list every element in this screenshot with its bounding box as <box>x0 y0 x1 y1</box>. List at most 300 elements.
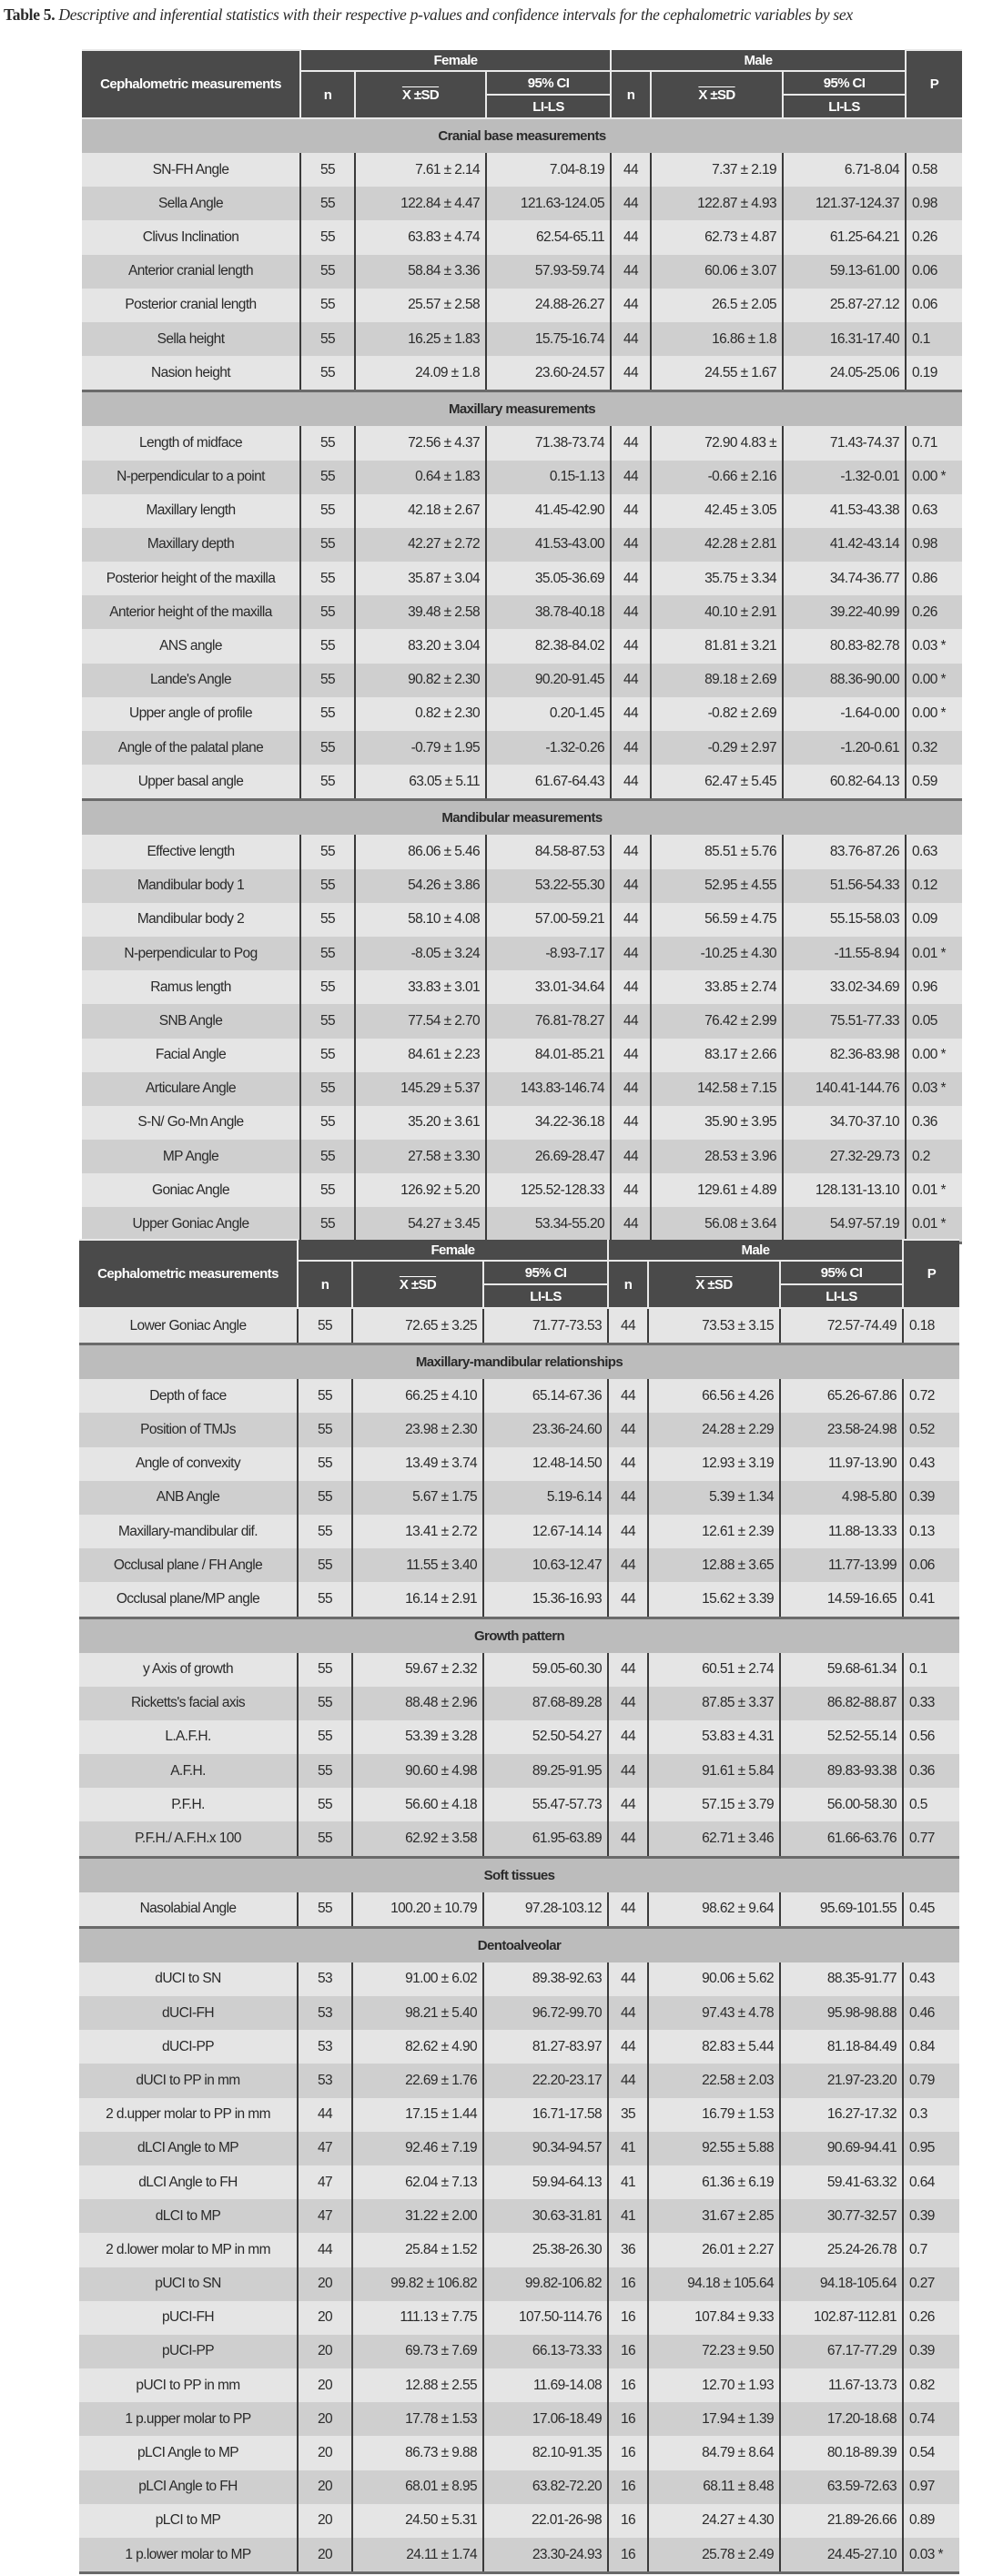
female-mean-sd: 11.55 ± 3.40 <box>352 1548 483 1582</box>
male-mean-sd: 72.23 ± 9.50 <box>648 2335 780 2368</box>
male-mean-sd: 76.42 ± 2.99 <box>651 1004 783 1038</box>
male-ci: 4.98-5.80 <box>780 1481 903 1515</box>
male-n: 44 <box>611 731 651 765</box>
male-ci: 41.53-43.38 <box>783 494 906 528</box>
measurement-name: Angle of convexity <box>79 1447 298 1481</box>
male-mean-sd: 61.36 ± 6.19 <box>648 2165 780 2199</box>
table-body-part-1 <box>82 118 962 1242</box>
p-value: 0.63 <box>906 494 962 528</box>
female-mean-sd: 54.26 ± 3.86 <box>355 869 486 903</box>
male-ci: 24.45-27.10 <box>780 2538 903 2573</box>
male-n: 44 <box>611 595 651 629</box>
measurement-name: N-perpendicular to Pog <box>82 937 300 970</box>
male-ci: 34.70-37.10 <box>783 1106 906 1140</box>
table-row <box>79 2402 959 2436</box>
female-mean-sd: 22.69 ± 1.76 <box>352 2064 483 2097</box>
table-row <box>79 1788 959 1821</box>
female-mean-sd: 90.82 ± 2.30 <box>355 664 486 697</box>
female-ci: 59.94-64.13 <box>483 2165 608 2199</box>
female-n: 44 <box>298 2233 352 2267</box>
section-title: Maxillary measurements <box>82 391 962 427</box>
female-mean-sd: 25.84 ± 1.52 <box>352 2233 483 2267</box>
female-ci: 63.82-72.20 <box>483 2470 608 2504</box>
female-ci: 84.01-85.21 <box>486 1039 611 1072</box>
male-mean-sd: 24.27 ± 4.30 <box>648 2504 780 2538</box>
female-ci: 30.63-31.81 <box>483 2199 608 2233</box>
female-ci: 82.10-91.35 <box>483 2436 608 2470</box>
male-n: 44 <box>611 322 651 356</box>
male-ci: 59.68-61.34 <box>780 1653 903 1687</box>
section-title: Soft tissues <box>79 1857 959 1892</box>
female-ci: 15.75-16.74 <box>486 322 611 356</box>
male-n: 44 <box>611 289 651 322</box>
p-value: 0.64 <box>903 2165 959 2199</box>
p-value: 0.32 <box>906 731 962 765</box>
female-ci: 61.67-64.43 <box>486 765 611 800</box>
male-mean-sd: 7.37 ± 2.19 <box>651 153 783 187</box>
measurement-name: Mandibular body 2 <box>82 903 300 937</box>
female-n: 55 <box>300 937 355 970</box>
male-n: 44 <box>611 255 651 289</box>
male-mean-sd: 87.85 ± 3.37 <box>648 1687 780 1720</box>
p-value: 0.7 <box>903 2233 959 2267</box>
table-row <box>79 2098 959 2132</box>
male-ci: 67.17-77.29 <box>780 2335 903 2368</box>
measurement-name: Effective length <box>82 835 300 868</box>
male-ci: -1.32-0.01 <box>783 461 906 494</box>
female-mean-sd: 54.27 ± 3.45 <box>355 1207 486 1242</box>
male-n: 16 <box>608 2301 648 2335</box>
table-row <box>79 1653 959 1687</box>
female-ci: 125.52-128.33 <box>486 1173 611 1207</box>
female-n: 55 <box>300 255 355 289</box>
female-n: 55 <box>298 1548 352 1582</box>
section-row <box>82 391 962 427</box>
measurement-name: Position of TMJs <box>79 1413 298 1446</box>
p-value: 0.98 <box>906 187 962 220</box>
male-n: 44 <box>611 426 651 460</box>
female-mean-sd: 24.09 ± 1.8 <box>355 356 486 391</box>
section-row <box>79 1857 959 1892</box>
p-value: 0.95 <box>903 2132 959 2165</box>
male-ci: 102.87-112.81 <box>780 2301 903 2335</box>
male-n: 44 <box>611 903 651 937</box>
male-n: 41 <box>608 2199 648 2233</box>
female-ci: 96.72-99.70 <box>483 1996 608 2030</box>
female-mean-sd: 100.20 ± 10.79 <box>352 1892 483 1928</box>
measurement-name: Maxillary-mandibular dif. <box>79 1515 298 1548</box>
p-value: 0.19 <box>906 356 962 391</box>
female-ci: 90.20-91.45 <box>486 664 611 697</box>
measurement-name: 2 d.upper molar to PP in mm <box>79 2098 298 2132</box>
header-female-mean-sd <box>352 1261 483 1308</box>
female-mean-sd: 99.82 ± 106.82 <box>352 2267 483 2301</box>
measurement-name: Occlusal plane / FH Angle <box>79 1548 298 1582</box>
p-value: 0.26 <box>903 2301 959 2335</box>
male-n: 44 <box>608 1548 648 1582</box>
female-n: 47 <box>298 2132 352 2165</box>
measurement-name: dUCI-FH <box>79 1996 298 2030</box>
female-ci: 34.22-36.18 <box>486 1106 611 1140</box>
female-ci: 23.60-24.57 <box>486 356 611 391</box>
measurement-name: ANB Angle <box>79 1481 298 1515</box>
male-n: 44 <box>608 1413 648 1446</box>
p-value: 0.03 * <box>906 1072 962 1106</box>
table-row <box>82 289 962 322</box>
female-ci: 24.88-26.27 <box>486 289 611 322</box>
male-ci: 21.89-26.66 <box>780 2504 903 2538</box>
table-row <box>82 528 962 562</box>
male-mean-sd: 56.08 ± 3.64 <box>651 1207 783 1242</box>
table-row <box>82 1072 962 1106</box>
section-row <box>82 118 962 153</box>
measurement-name: Posterior cranial length <box>82 289 300 322</box>
measurement-name: Upper basal angle <box>82 765 300 800</box>
female-n: 20 <box>298 2267 352 2301</box>
female-mean-sd: 33.83 ± 3.01 <box>355 970 486 1004</box>
male-ci: 65.26-67.86 <box>780 1379 903 1413</box>
female-ci: 66.13-73.33 <box>483 2335 608 2368</box>
measurement-name: dLCI Angle to FH <box>79 2165 298 2199</box>
table-row <box>79 1687 959 1720</box>
male-ci: 83.76-87.26 <box>783 835 906 868</box>
measurement-name: pLCI Angle to MP <box>79 2436 298 2470</box>
male-mean-sd: 24.55 ± 1.67 <box>651 356 783 391</box>
male-mean-sd: 42.45 ± 3.05 <box>651 494 783 528</box>
p-value: 0.46 <box>903 1996 959 2030</box>
male-ci: 89.83-93.38 <box>780 1754 903 1788</box>
female-mean-sd: 58.84 ± 3.36 <box>355 255 486 289</box>
female-n: 55 <box>300 835 355 868</box>
female-ci: 89.25-91.95 <box>483 1754 608 1788</box>
p-value: 0.84 <box>903 2030 959 2064</box>
p-value: 0.41 <box>903 1582 959 1618</box>
female-ci: 41.53-43.00 <box>486 528 611 562</box>
male-mean-sd: 68.11 ± 8.48 <box>648 2470 780 2504</box>
male-ci: 71.43-74.37 <box>783 426 906 460</box>
female-ci: 65.14-67.36 <box>483 1379 608 1413</box>
female-mean-sd: 16.25 ± 1.83 <box>355 322 486 356</box>
male-ci: 59.41-63.32 <box>780 2165 903 2199</box>
female-n: 55 <box>300 903 355 937</box>
female-n: 20 <box>298 2538 352 2573</box>
section-title: Growth pattern <box>79 1618 959 1653</box>
female-mean-sd: 68.01 ± 8.95 <box>352 2470 483 2504</box>
male-ci: 16.31-17.40 <box>783 322 906 356</box>
table-row <box>82 1173 962 1207</box>
female-n: 55 <box>300 187 355 220</box>
table-row <box>82 187 962 220</box>
p-value: 0.26 <box>906 595 962 629</box>
female-n: 55 <box>300 1106 355 1140</box>
male-mean-sd: 66.56 ± 4.26 <box>648 1379 780 1413</box>
p-value: 0.00 * <box>906 1039 962 1072</box>
p-value: 0.96 <box>906 970 962 1004</box>
male-n: 44 <box>608 1892 648 1928</box>
female-mean-sd: 98.21 ± 5.40 <box>352 1996 483 2030</box>
male-ci: 95.98-98.88 <box>780 1996 903 2030</box>
female-n: 20 <box>298 2368 352 2402</box>
p-value: 0.12 <box>906 869 962 903</box>
p-value: 0.09 <box>906 903 962 937</box>
male-mean-sd: 40.10 ± 2.91 <box>651 595 783 629</box>
section-row <box>79 1344 959 1380</box>
male-n: 44 <box>608 1515 648 1548</box>
female-n: 55 <box>300 1140 355 1173</box>
table-row <box>79 2301 959 2335</box>
measurement-name: Ramus length <box>82 970 300 1004</box>
female-n: 55 <box>300 289 355 322</box>
female-mean-sd: 12.88 ± 2.55 <box>352 2368 483 2402</box>
header-p-value: P <box>903 1240 959 1308</box>
female-n: 55 <box>300 1207 355 1242</box>
female-n: 55 <box>298 1308 352 1344</box>
male-ci: 6.71-8.04 <box>783 153 906 187</box>
table-row <box>79 2233 959 2267</box>
male-mean-sd: -0.82 ± 2.69 <box>651 697 783 731</box>
female-ci: 76.81-78.27 <box>486 1004 611 1038</box>
male-ci: 16.27-17.32 <box>780 2098 903 2132</box>
header-male-ci: 95% CI <box>780 1261 903 1284</box>
female-n: 55 <box>300 494 355 528</box>
header-female-ci-range: LI-LS <box>483 1284 608 1308</box>
male-n: 44 <box>611 835 651 868</box>
measurement-name: Goniac Angle <box>82 1173 300 1207</box>
male-mean-sd: 52.95 ± 4.55 <box>651 869 783 903</box>
header-female: Female <box>298 1240 608 1261</box>
female-mean-sd: 84.61 ± 2.23 <box>355 1039 486 1072</box>
male-n: 44 <box>611 1106 651 1140</box>
measurement-name: 1 p.lower molar to MP <box>79 2538 298 2573</box>
female-mean-sd: 42.18 ± 2.67 <box>355 494 486 528</box>
female-ci: 12.48-14.50 <box>483 1447 608 1481</box>
female-mean-sd: 53.39 ± 3.28 <box>352 1720 483 1754</box>
section-row <box>82 800 962 836</box>
header-male-ci-range: LI-LS <box>780 1284 903 1308</box>
female-mean-sd: 88.48 ± 2.96 <box>352 1687 483 1720</box>
table-row <box>79 2030 959 2064</box>
female-mean-sd: 77.54 ± 2.70 <box>355 1004 486 1038</box>
measurement-name: Depth of face <box>79 1379 298 1413</box>
male-n: 44 <box>608 1821 648 1857</box>
measurement-name: pUCI to SN <box>79 2267 298 2301</box>
female-mean-sd: 5.67 ± 1.75 <box>352 1481 483 1515</box>
table-row <box>82 322 962 356</box>
p-value: 0.18 <box>903 1308 959 1344</box>
table-row <box>82 1039 962 1072</box>
stats-table-part-2 <box>79 1239 959 2574</box>
female-ci: 0.20-1.45 <box>486 697 611 731</box>
female-ci: 57.93-59.74 <box>486 255 611 289</box>
male-mean-sd: 26.01 ± 2.27 <box>648 2233 780 2267</box>
p-value: 0.89 <box>903 2504 959 2538</box>
table-row <box>79 2335 959 2368</box>
female-n: 55 <box>300 322 355 356</box>
table-row <box>79 1481 959 1515</box>
female-mean-sd: 13.49 ± 3.74 <box>352 1447 483 1481</box>
measurement-name: pLCI Angle to FH <box>79 2470 298 2504</box>
p-value: 0.82 <box>903 2368 959 2402</box>
male-n: 44 <box>611 461 651 494</box>
measurement-name: Lande's Angle <box>82 664 300 697</box>
section-row <box>79 1618 959 1653</box>
table-row <box>82 731 962 765</box>
female-n: 53 <box>298 2030 352 2064</box>
table-row <box>82 869 962 903</box>
female-n: 55 <box>300 869 355 903</box>
female-ci: 89.38-92.63 <box>483 1962 608 1996</box>
measurement-name: A.F.H. <box>79 1754 298 1788</box>
p-value: 0.39 <box>903 2199 959 2233</box>
measurement-name: pUCI-PP <box>79 2335 298 2368</box>
measurement-name: Anterior cranial length <box>82 255 300 289</box>
male-ci: 11.67-13.73 <box>780 2368 903 2402</box>
female-ci: 84.58-87.53 <box>486 835 611 868</box>
measurement-name: ANS angle <box>82 629 300 663</box>
male-mean-sd: 22.58 ± 2.03 <box>648 2064 780 2097</box>
measurement-name: P.F.H./ A.F.H.x 100 <box>79 1821 298 1857</box>
measurement-name: L.A.F.H. <box>79 1720 298 1754</box>
table-row <box>82 664 962 697</box>
female-mean-sd: 92.46 ± 7.19 <box>352 2132 483 2165</box>
female-mean-sd: 24.50 ± 5.31 <box>352 2504 483 2538</box>
male-mean-sd: 53.83 ± 4.31 <box>648 1720 780 1754</box>
male-ci: -11.55-8.94 <box>783 937 906 970</box>
header-male: Male <box>611 50 906 71</box>
table-row <box>79 1720 959 1754</box>
header-male-mean-sd <box>651 71 783 118</box>
female-n: 55 <box>298 1413 352 1446</box>
male-ci: 63.59-72.63 <box>780 2470 903 2504</box>
table-row <box>79 1754 959 1788</box>
measurement-name: Anterior height of the maxilla <box>82 595 300 629</box>
female-mean-sd: -0.79 ± 1.95 <box>355 731 486 765</box>
male-ci: 33.02-34.69 <box>783 970 906 1004</box>
female-mean-sd: 90.60 ± 4.98 <box>352 1754 483 1788</box>
female-n: 55 <box>298 1582 352 1618</box>
male-mean-sd: 142.58 ± 7.15 <box>651 1072 783 1106</box>
male-n: 16 <box>608 2335 648 2368</box>
male-mean-sd: 24.28 ± 2.29 <box>648 1413 780 1446</box>
table-row <box>79 2470 959 2504</box>
female-n: 20 <box>298 2335 352 2368</box>
male-n: 41 <box>608 2165 648 2199</box>
p-value: 0.06 <box>903 1548 959 1582</box>
male-mean-sd: 81.81 ± 3.21 <box>651 629 783 663</box>
female-mean-sd: 0.82 ± 2.30 <box>355 697 486 731</box>
male-mean-sd: 15.62 ± 3.39 <box>648 1582 780 1618</box>
male-n: 44 <box>608 1996 648 2030</box>
female-ci: 59.05-60.30 <box>483 1653 608 1687</box>
female-n: 55 <box>298 1447 352 1481</box>
table-title: Descriptive and inferential statistics with their respective p-values and confidence intervals for the cephalometric variables by sex <box>55 5 853 24</box>
male-ci: 23.58-24.98 <box>780 1413 903 1446</box>
table-row <box>82 595 962 629</box>
header-female-n: n <box>298 1261 352 1308</box>
female-n: 55 <box>300 528 355 562</box>
measurement-name: 2 d.lower molar to MP in mm <box>79 2233 298 2267</box>
p-value: 0.27 <box>903 2267 959 2301</box>
female-ci: 41.45-42.90 <box>486 494 611 528</box>
male-n: 44 <box>611 1072 651 1106</box>
section-title: Mandibular measurements <box>82 800 962 836</box>
table-header-repeat <box>79 1240 959 1308</box>
measurement-name: Maxillary length <box>82 494 300 528</box>
table-row <box>82 356 962 391</box>
male-mean-sd: 72.90 4.83 ± <box>651 426 783 460</box>
male-n: 44 <box>611 1004 651 1038</box>
female-n: 55 <box>300 697 355 731</box>
measurement-name: dUCI to SN <box>79 1962 298 1996</box>
measurement-name: Nasion height <box>82 356 300 391</box>
p-value: 0.43 <box>903 1962 959 1996</box>
male-mean-sd: 62.73 ± 4.87 <box>651 220 783 254</box>
female-mean-sd: 25.57 ± 2.58 <box>355 289 486 322</box>
table-row <box>82 1106 962 1140</box>
female-ci: 107.50-114.76 <box>483 2301 608 2335</box>
male-ci: 11.97-13.90 <box>780 1447 903 1481</box>
female-n: 55 <box>300 153 355 187</box>
male-ci: 51.56-54.33 <box>783 869 906 903</box>
male-n: 36 <box>608 2233 648 2267</box>
male-ci: 52.52-55.14 <box>780 1720 903 1754</box>
female-ci: 53.34-55.20 <box>486 1207 611 1242</box>
table-row <box>79 2267 959 2301</box>
female-mean-sd: 7.61 ± 2.14 <box>355 153 486 187</box>
female-ci: 26.69-28.47 <box>486 1140 611 1173</box>
table-row <box>79 2368 959 2402</box>
male-n: 44 <box>611 356 651 391</box>
female-mean-sd: 56.60 ± 4.18 <box>352 1788 483 1821</box>
female-ci: -8.93-7.17 <box>486 937 611 970</box>
female-mean-sd: 69.73 ± 7.69 <box>352 2335 483 2368</box>
male-ci: 54.97-57.19 <box>783 1207 906 1242</box>
header-mean-label: X ±SD <box>695 1276 733 1293</box>
male-ci: 39.22-40.99 <box>783 595 906 629</box>
table-row <box>79 1548 959 1582</box>
male-n: 16 <box>608 2436 648 2470</box>
header-female: Female <box>300 50 611 71</box>
female-n: 55 <box>298 1720 352 1754</box>
female-ci: 90.34-94.57 <box>483 2132 608 2165</box>
male-n: 41 <box>608 2132 648 2165</box>
male-ci: 72.57-74.49 <box>780 1308 903 1344</box>
table-row <box>79 1996 959 2030</box>
female-mean-sd: 39.48 ± 2.58 <box>355 595 486 629</box>
p-value: 0.01 * <box>906 1173 962 1207</box>
female-mean-sd: 13.41 ± 2.72 <box>352 1515 483 1548</box>
female-ci: 23.36-24.60 <box>483 1413 608 1446</box>
female-mean-sd: 59.67 ± 2.32 <box>352 1653 483 1687</box>
measurement-name: Nasolabial Angle <box>79 1892 298 1928</box>
female-n: 20 <box>298 2402 352 2436</box>
male-n: 44 <box>608 1379 648 1413</box>
measurement-name: Occlusal plane/MP angle <box>79 1582 298 1618</box>
table-row <box>79 2199 959 2233</box>
table-row <box>82 835 962 868</box>
measurement-name: Sella Angle <box>82 187 300 220</box>
female-mean-sd: 16.14 ± 2.91 <box>352 1582 483 1618</box>
male-ci: 56.00-58.30 <box>780 1788 903 1821</box>
female-mean-sd: 122.84 ± 4.47 <box>355 187 486 220</box>
female-mean-sd: 58.10 ± 4.08 <box>355 903 486 937</box>
header-male-ci: 95% CI <box>783 71 906 95</box>
female-mean-sd: 35.20 ± 3.61 <box>355 1106 486 1140</box>
p-value: 0.2 <box>906 1140 962 1173</box>
male-n: 44 <box>611 970 651 1004</box>
female-mean-sd: 63.05 ± 5.11 <box>355 765 486 800</box>
measurement-name: Sella height <box>82 322 300 356</box>
